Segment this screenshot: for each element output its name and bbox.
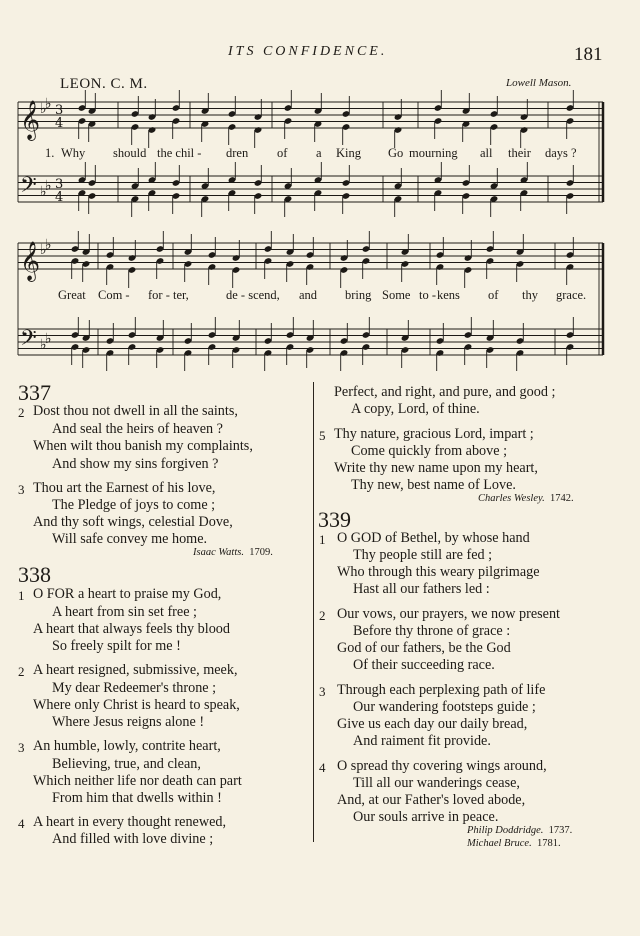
treble-clef: 𝄞 bbox=[20, 241, 41, 281]
verse-line: O GOD of Bethel, by whose hand bbox=[337, 530, 530, 546]
verse-line: Which neither life nor death can part bbox=[33, 773, 242, 789]
verse-line: Perfect, and right, and pure, and good ; bbox=[334, 384, 556, 400]
hymn-author: Charles Wesley. 1742. bbox=[478, 493, 574, 504]
verse-line: An humble, lowly, contrite heart, bbox=[33, 738, 221, 754]
lyric-syllable: Com - bbox=[98, 288, 130, 302]
lyric-syllable: Some bbox=[382, 288, 411, 302]
lyric-syllable: Why bbox=[61, 146, 86, 160]
flat-sign: ♭ bbox=[40, 184, 47, 200]
lyric-syllable: thy bbox=[522, 288, 538, 302]
verse-line: Our souls arrive in peace. bbox=[353, 809, 499, 825]
lyric-syllable: Great bbox=[58, 288, 86, 302]
time-signature: 3 bbox=[55, 103, 64, 118]
flat-sign: ♭ bbox=[45, 178, 52, 194]
verse-line: Dost thou not dwell in all the saints, bbox=[33, 403, 238, 419]
verse-line: And raiment fit provide. bbox=[353, 733, 491, 749]
flat-sign: ♭ bbox=[45, 96, 52, 112]
flat-sign: ♭ bbox=[40, 101, 47, 117]
verse-number: 3 bbox=[18, 482, 25, 497]
verse-line: Thy new, best name of Love. bbox=[351, 477, 516, 493]
verse-line: Thy nature, gracious Lord, impart ; bbox=[334, 426, 534, 442]
lyric-syllable: all bbox=[480, 146, 493, 160]
verse-line: A copy, Lord, of thine. bbox=[351, 401, 480, 417]
verse-line: And show my sins forgiven ? bbox=[52, 456, 219, 472]
verse-line: Our wandering footsteps guide ; bbox=[353, 699, 536, 715]
verse-number: 4 bbox=[18, 816, 25, 831]
verse-line: When wilt thou banish my complaints, bbox=[33, 438, 253, 454]
lyric-syllable: the chil - bbox=[157, 146, 202, 160]
lyric-syllable: de - scend, bbox=[226, 288, 280, 302]
verse-line: Till all our wanderings cease, bbox=[353, 775, 520, 791]
verse-number: 1 bbox=[319, 532, 326, 547]
verse-line: Before thy throne of grace : bbox=[353, 623, 511, 639]
lyric-syllable: King bbox=[336, 146, 361, 160]
lyric-syllable: their bbox=[508, 146, 531, 160]
bass-clef: 𝄢 bbox=[20, 326, 37, 356]
verse-line: Our vows, our prayers, we now present bbox=[337, 606, 561, 622]
lyric-syllable: to - bbox=[419, 288, 437, 302]
verse-line: Where Jesus reigns alone ! bbox=[52, 714, 205, 730]
lyric-syllable: bring bbox=[345, 288, 372, 302]
verse-line: Give us each day our daily bread, bbox=[337, 716, 528, 732]
verse-line: A heart resigned, submissive, meek, bbox=[33, 662, 238, 678]
lyric-syllable: of bbox=[488, 288, 499, 302]
page-number: 181 bbox=[574, 44, 603, 65]
verse-line: Through each perplexing path of life bbox=[337, 682, 546, 698]
verse-line: Who through this weary pilgrimage bbox=[337, 564, 540, 580]
lyric-syllable: for - ter, bbox=[148, 288, 189, 302]
hymn-number: 339 bbox=[318, 507, 351, 532]
bass-clef: 𝄢 bbox=[20, 173, 37, 203]
hymn-number: 337 bbox=[18, 380, 51, 405]
verse-line: Write thy new name upon my heart, bbox=[334, 460, 538, 476]
lyric-syllable: Go bbox=[388, 146, 404, 160]
time-signature: 4 bbox=[55, 116, 64, 131]
verse-number: 5 bbox=[319, 428, 326, 443]
lyric-syllable: grace. bbox=[556, 288, 587, 302]
tune-name: LEON. C. M. bbox=[60, 76, 148, 92]
verse-number: 1 bbox=[18, 588, 25, 603]
flat-sign: ♭ bbox=[45, 237, 52, 253]
lyric-syllable: a bbox=[316, 146, 322, 160]
hymn-author: Isaac Watts. 1709. bbox=[193, 547, 273, 558]
verse-line: Come quickly from above ; bbox=[351, 443, 508, 459]
flat-sign: ♭ bbox=[40, 337, 47, 353]
verse-line: Thou art the Earnest of his love, bbox=[33, 480, 216, 496]
time-signature: 3 bbox=[55, 177, 64, 192]
verse-line: Hast all our fathers led : bbox=[353, 581, 490, 597]
verse-line: Of their succeeding race. bbox=[353, 657, 495, 673]
time-signature: 4 bbox=[55, 190, 64, 205]
verse-line: O spread thy covering wings around, bbox=[337, 758, 547, 774]
verse-line: A heart in every thought renewed, bbox=[33, 814, 227, 830]
verse-number: 2 bbox=[18, 664, 25, 679]
verse-line: Thy people still are fed ; bbox=[353, 547, 493, 563]
flat-sign: ♭ bbox=[40, 242, 47, 258]
verse-line: God of our fathers, be the God bbox=[337, 640, 511, 656]
column-divider bbox=[313, 382, 314, 842]
treble-clef: 𝄞 bbox=[20, 100, 41, 140]
tune-composer: Lowell Mason. bbox=[506, 77, 572, 89]
verse-line: O FOR a heart to praise my God, bbox=[33, 586, 222, 602]
lyric-syllable: and bbox=[299, 288, 318, 302]
verse-line: So freely spilt for me ! bbox=[52, 638, 181, 654]
verse-number: 4 bbox=[319, 760, 326, 775]
lyric-syllable: kens bbox=[437, 288, 460, 302]
verse-line: From him that dwells within ! bbox=[52, 790, 222, 806]
verse-line: A heart that always feels thy blood bbox=[33, 621, 230, 637]
lyric-syllable: mourning bbox=[409, 146, 458, 160]
verse-line: And filled with love divine ; bbox=[52, 831, 214, 847]
lyric-syllable: days ? bbox=[545, 146, 577, 160]
verse-line: The Pledge of joys to come ; bbox=[52, 497, 216, 513]
verse-number: 2 bbox=[319, 608, 326, 623]
verse-line: And seal the heirs of heaven ? bbox=[52, 421, 223, 437]
verse-line: And, at our Father's loved abode, bbox=[337, 792, 526, 808]
verse-number: 3 bbox=[18, 740, 25, 755]
verse-line: Will safe convey me home. bbox=[52, 531, 208, 547]
music-score bbox=[0, 0, 640, 380]
verse-number: 3 bbox=[319, 684, 326, 699]
verse-line: A heart from sin set free ; bbox=[52, 604, 197, 620]
lyric-syllable: 1. bbox=[45, 146, 55, 160]
verse-number: 2 bbox=[18, 405, 25, 420]
running-title: ITS CONFIDENCE. bbox=[228, 44, 388, 59]
hymn-number: 338 bbox=[18, 562, 51, 587]
flat-sign: ♭ bbox=[45, 331, 52, 347]
hymn-author: Philip Doddridge. 1737. bbox=[467, 825, 573, 836]
verse-line: Believing, true, and clean, bbox=[52, 756, 201, 772]
hymn-author: Michael Bruce. 1781. bbox=[467, 838, 561, 849]
verse-line: My dear Redeemer's throne ; bbox=[52, 680, 217, 696]
verse-line: Where only Christ is heard to speak, bbox=[33, 697, 240, 713]
verse-line: And thy soft wings, celestial Dove, bbox=[33, 514, 233, 530]
lyric-syllable: should bbox=[113, 146, 147, 160]
lyric-syllable: dren bbox=[226, 146, 249, 160]
lyric-syllable: of bbox=[277, 146, 288, 160]
